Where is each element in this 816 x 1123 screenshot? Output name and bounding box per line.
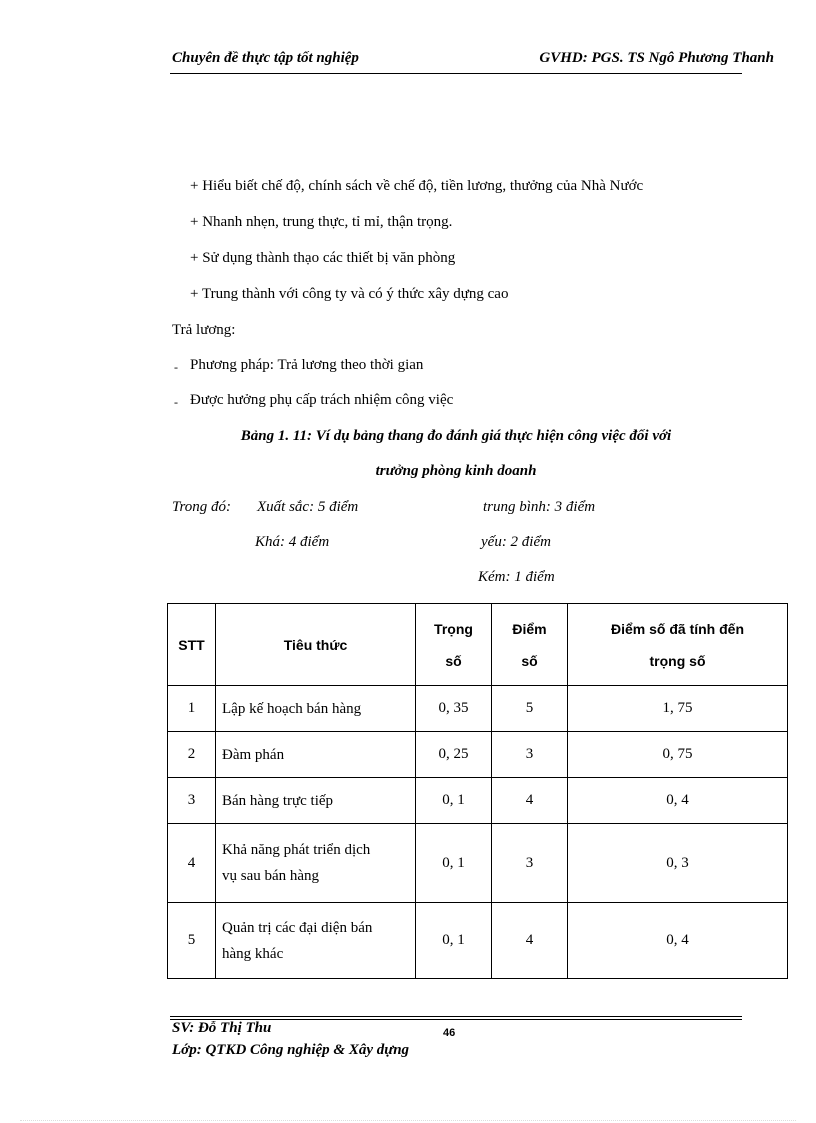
cell-stt: 2 — [168, 732, 216, 778]
cell-score: 3 — [492, 824, 568, 903]
cell-weighted: 1, 75 — [568, 686, 788, 732]
pay-item: Được hưởng phụ cấp trách nhiệm công việc — [190, 392, 454, 408]
pay-item: Phương pháp: Trả lương theo thời gian — [190, 357, 424, 373]
legend-excellent: Xuất sắc: 5 điểm — [257, 499, 359, 515]
header-rule — [170, 73, 742, 74]
table-row — [168, 732, 788, 778]
cell-weighted: 0, 75 — [568, 732, 788, 778]
requirement-item: + Sử dụng thành thạo các thiết bị văn phòng — [190, 250, 456, 266]
requirement-item: + Nhanh nhẹn, trung thực, tỉ mỉ, thận trọng. — [190, 214, 453, 230]
cell-weighted: 0, 4 — [568, 903, 788, 979]
table-caption-cont: trưởng phòng kinh doanh — [375, 463, 537, 479]
cell-weight: 0, 35 — [416, 686, 492, 732]
footer-class: Lớp: QTKD Công nghiệp & Xây dựng — [172, 1042, 410, 1058]
cell-criteria: Bán hàng trực tiếp — [216, 778, 416, 824]
requirement-item: + Hiểu biết chế độ, chính sách về chế độ, tiền lương, thưởng của Nhà Nước — [190, 178, 644, 194]
header-advisor: GVHD: PGS. TS Ngô Phương Thanh — [539, 50, 774, 66]
table-header-row — [168, 604, 788, 686]
cell-criteria: Đàm phán — [216, 732, 416, 778]
legend-poor: Kém: 1 điểm — [478, 569, 555, 585]
cell-stt: 1 — [168, 686, 216, 732]
cell-weight: 0, 1 — [416, 778, 492, 824]
col-header-criteria: Tiêu thức — [216, 604, 416, 686]
evaluation-table — [167, 603, 788, 979]
bullet-icon: - — [174, 360, 178, 374]
cell-weight: 0, 1 — [416, 903, 492, 979]
table-row — [168, 686, 788, 732]
cell-stt: 5 — [168, 903, 216, 979]
cell-score: 4 — [492, 903, 568, 979]
footer-rule — [170, 1016, 742, 1017]
table-caption: Bảng 1. 11: Ví dụ bảng thang đo đánh giá thực hiện công việc đối với — [240, 428, 672, 444]
legend-good: Khá: 4 điểm — [255, 534, 330, 550]
header-title: Chuyên đề thực tập tốt nghiệp — [172, 50, 359, 66]
cell-score: 3 — [492, 732, 568, 778]
cell-weighted: 0, 3 — [568, 824, 788, 903]
legend-prefix: Trong đó: — [172, 499, 232, 515]
pay-heading: Trả lương: — [172, 322, 236, 338]
cell-stt: 3 — [168, 778, 216, 824]
cell-weight: 0, 1 — [416, 824, 492, 903]
footer-student: SV: Đỗ Thị Thu — [172, 1020, 272, 1036]
cell-weight: 0, 25 — [416, 732, 492, 778]
cell-score: 5 — [492, 686, 568, 732]
col-header-weighted-score: Điểm số đã tính đến trọng số — [568, 604, 788, 686]
col-header-score: Điểm số — [492, 604, 568, 686]
cell-criteria: Quản trị các đại diện bán hàng khác — [216, 903, 416, 979]
legend-average: trung bình: 3 điểm — [483, 499, 596, 515]
table-row — [168, 903, 788, 979]
cell-score: 4 — [492, 778, 568, 824]
col-header-stt: STT — [168, 604, 216, 686]
cell-criteria: Lập kế hoạch bán hàng — [216, 686, 416, 732]
cell-stt: 4 — [168, 824, 216, 903]
page-number: 46 — [443, 1027, 456, 1039]
cell-weighted: 0, 4 — [568, 778, 788, 824]
legend-weak: yếu: 2 điểm — [481, 534, 551, 550]
table-row — [168, 824, 788, 903]
col-header-weight: Trọng số — [416, 604, 492, 686]
page-edge — [20, 1120, 796, 1121]
table-row — [168, 778, 788, 824]
bullet-icon: - — [174, 395, 178, 409]
cell-criteria: Khả năng phát triển dịch vụ sau bán hàng — [216, 824, 416, 903]
requirement-item: + Trung thành với công ty và có ý thức xây dựng cao — [190, 286, 509, 302]
